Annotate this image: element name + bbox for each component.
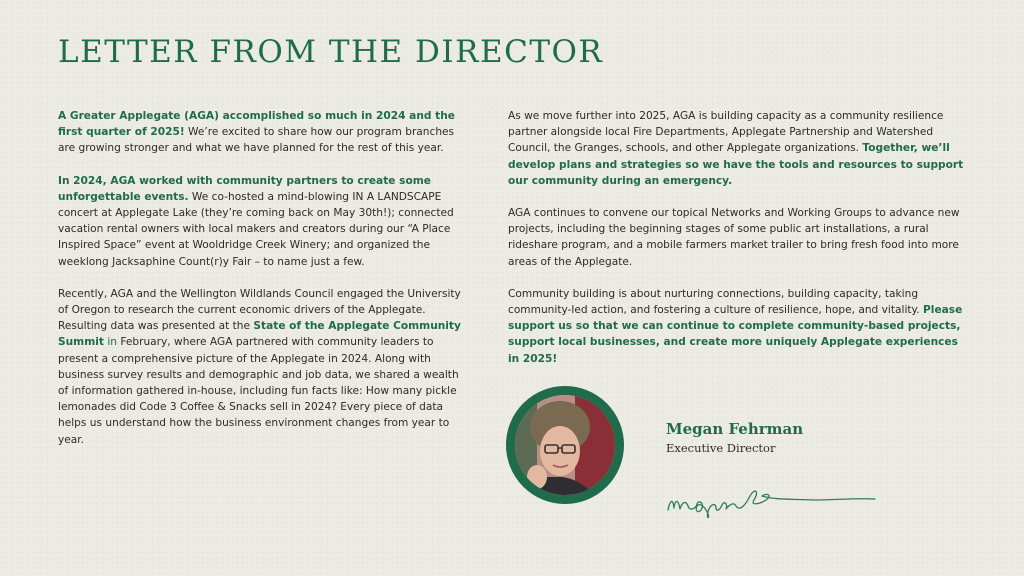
- body-text: We co-hosted a mind-blowing IN A LANDSCAPE concert at Applegate Lake (they’re coming back on May 30th!); connected vacation rental owners with local makers and creators during our “A Place Inspired Space” event at Wooldridge Creek Winery; and organized the weeklong Jacksaphine Count(r)y Fair – to name just a few.: [58, 190, 454, 268]
- director-role: Executive Director: [666, 441, 776, 455]
- paragraph-research: [58, 286, 470, 448]
- highlight-text: In 2024, AGA worked with community partners to create some unforgettable events.: [58, 174, 431, 203]
- paragraph-networks: [508, 205, 970, 270]
- body-text: Recently, AGA and the Wellington Wildlands Council engaged the University of Oregon to research the current economic drivers of the Applegate. Resulting data was presented at the: [58, 287, 461, 333]
- letter-left-column: [58, 108, 470, 464]
- body-text: We’re excited to share how our program branches are growing stronger and what we have planned for the rest of this year.: [58, 126, 455, 155]
- director-portrait: [506, 386, 624, 504]
- highlight-text: Together, we’ll develop plans and strategies so we have the tools and resources to support our community during an emergency.: [508, 142, 964, 187]
- letter-right-column: [508, 108, 970, 383]
- director-name: Megan Fehrman: [666, 420, 804, 438]
- page-title: LETTER FROM THE DIRECTOR: [58, 34, 604, 70]
- body-text: Community building is about nurturing connections, building capacity, taking community-led action, and fostering a culture of resilience, hope, and vitality.: [508, 287, 924, 317]
- paragraph-resilience: [508, 108, 970, 189]
- paragraph-accomplishments: [58, 108, 470, 157]
- body-text: AGA continues to convene our topical Networks and Working Groups to advance new projects, including the beginning stages of some public art installations, a rural rideshare program, and a mobile farmers market trailer to bring fresh food into more areas of the Applegate.: [508, 207, 960, 268]
- paragraph-events: [58, 173, 470, 270]
- paragraph-community: [508, 286, 970, 367]
- portrait-icon: [515, 395, 615, 495]
- body-text: February, where AGA partnered with community leaders to present a comprehensive picture of the Applegate in 2024. Along with business survey results and demographic and job data, we shared a wealth of information gathered in-house, including fun facts like: How many pickle lemonades did Code 3 Coffee & Snacks sell in 2024? Every piece of data helps us understand how the business environment changes from year to year.: [58, 336, 459, 446]
- body-text: As we move further into 2025, AGA is building capacity as a community resilience partner alongside local Fire Departments, Applegate Partnership and Watershed Council, the Granges, schools, and other Applegate organizations.: [508, 110, 944, 155]
- signature-icon: [664, 478, 879, 522]
- summit-link[interactable]: State of the Applegate Community Summit: [58, 320, 461, 349]
- link-suffix-text: in: [103, 336, 117, 349]
- highlight-text: Please support us so that we can continue to complete community-based projects, support local businesses, and create more uniquely Applegate experiences in 2025!: [508, 304, 963, 365]
- highlight-text: A Greater Applegate (AGA) accomplished so much in 2024 and the first quarter of 2025!: [58, 110, 455, 139]
